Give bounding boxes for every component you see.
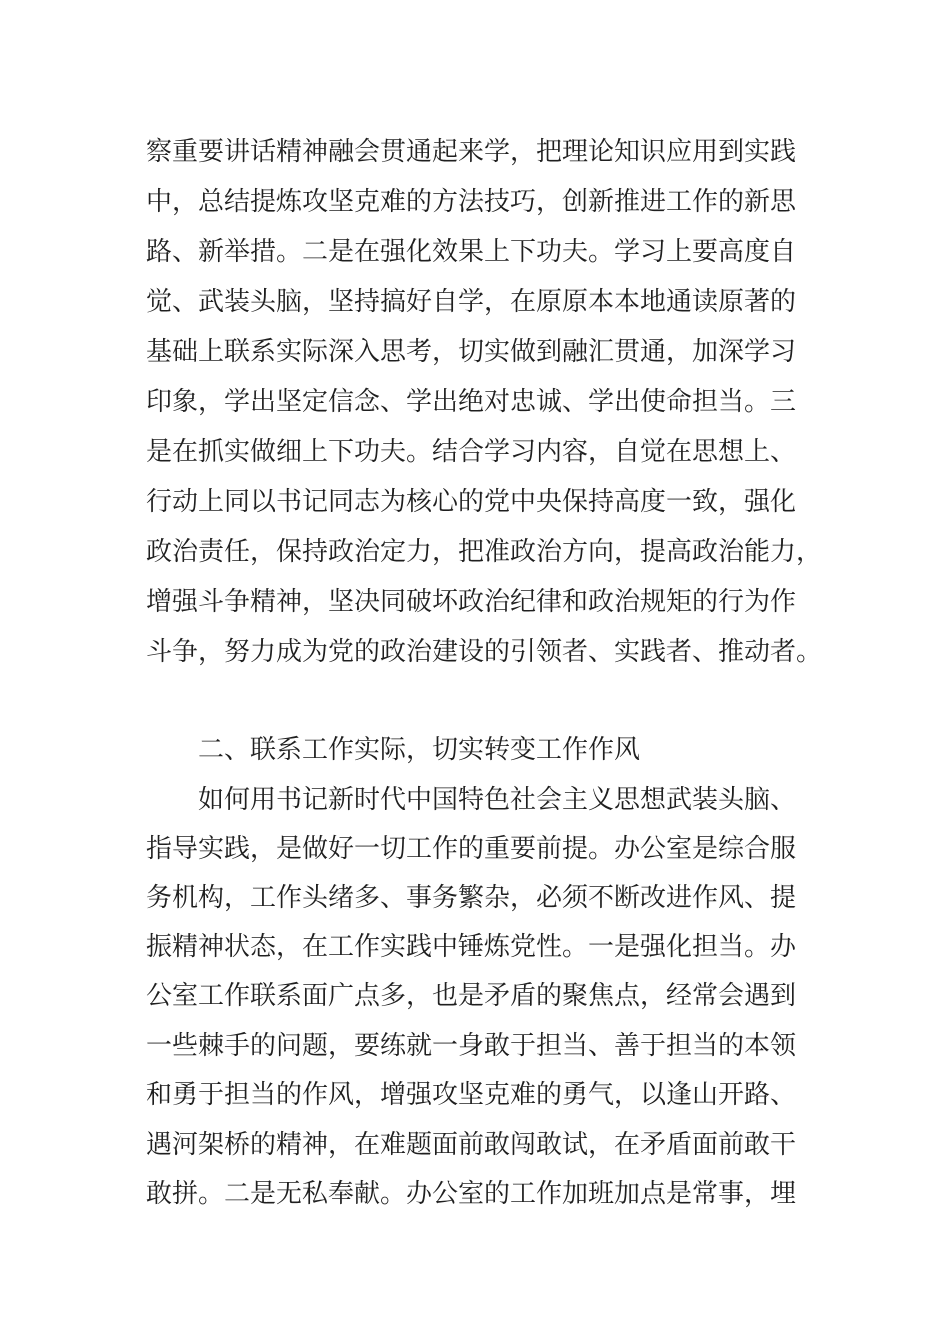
paragraph-2-line: 务机构，工作头绪多、事务繁杂，必须不断改进作风、提 <box>146 883 797 913</box>
paragraph-1-line: 印象，学出坚定信念、学出绝对忠诚、学出使命担当。三 <box>146 387 797 417</box>
paragraph-1-line: 斗争，努力成为党的政治建设的引领者、实践者、推动者。 <box>146 637 823 667</box>
paragraph-1-line: 政治责任，保持政治定力，把准政治方向，提高政治能力， <box>146 537 823 567</box>
paragraph-1-line: 中，总结提炼攻坚克难的方法技巧，创新推进工作的新思 <box>146 187 797 217</box>
paragraph-1-line: 路、新举措。二是在强化效果上下功夫。学习上要高度自 <box>146 237 797 267</box>
paragraph-1-line: 察重要讲话精神融会贯通起来学，把理论知识应用到实践 <box>146 137 797 167</box>
paragraph-1-line: 行动上同以书记同志为核心的党中央保持高度一致，强化 <box>146 487 797 517</box>
paragraph-2-line: 遇河架桥的精神，在难题面前敢闯敢试，在矛盾面前敢干 <box>146 1130 797 1160</box>
paragraph-1-line: 觉、武装头脑，坚持搞好自学，在原原本本地通读原著的 <box>146 287 797 317</box>
paragraph-2-line: 指导实践，是做好一切工作的重要前提。办公室是综合服 <box>146 834 797 864</box>
paragraph-2-line: 振精神状态，在工作实践中锤炼党性。一是强化担当。办 <box>146 932 797 962</box>
paragraph-2-line: 公室工作联系面广点多，也是矛盾的聚焦点，经常会遇到 <box>146 981 797 1011</box>
paragraph-1-line: 基础上联系实际深入思考，切实做到融汇贯通，加深学习 <box>146 337 797 367</box>
paragraph-1-line: 是在抓实做细上下功夫。结合学习内容，自觉在思想上、 <box>146 437 797 467</box>
paragraph-2-line: 一些棘手的问题，要练就一身敢于担当、善于担当的本领 <box>146 1031 797 1061</box>
paragraph-1-line: 增强斗争精神，坚决同破坏政治纪律和政治规矩的行为作 <box>146 587 797 617</box>
paragraph-2-line: 和勇于担当的作风，增强攻坚克难的勇气，以逢山开路、 <box>146 1080 797 1110</box>
paragraph-2-line: 敢拼。二是无私奉献。办公室的工作加班加点是常事，埋 <box>146 1179 797 1209</box>
paragraph-2-line: 如何用书记新时代中国特色社会主义思想武装头脑、 <box>198 785 797 815</box>
section-heading: 二、联系工作实际，切实转变工作作风 <box>198 735 641 765</box>
